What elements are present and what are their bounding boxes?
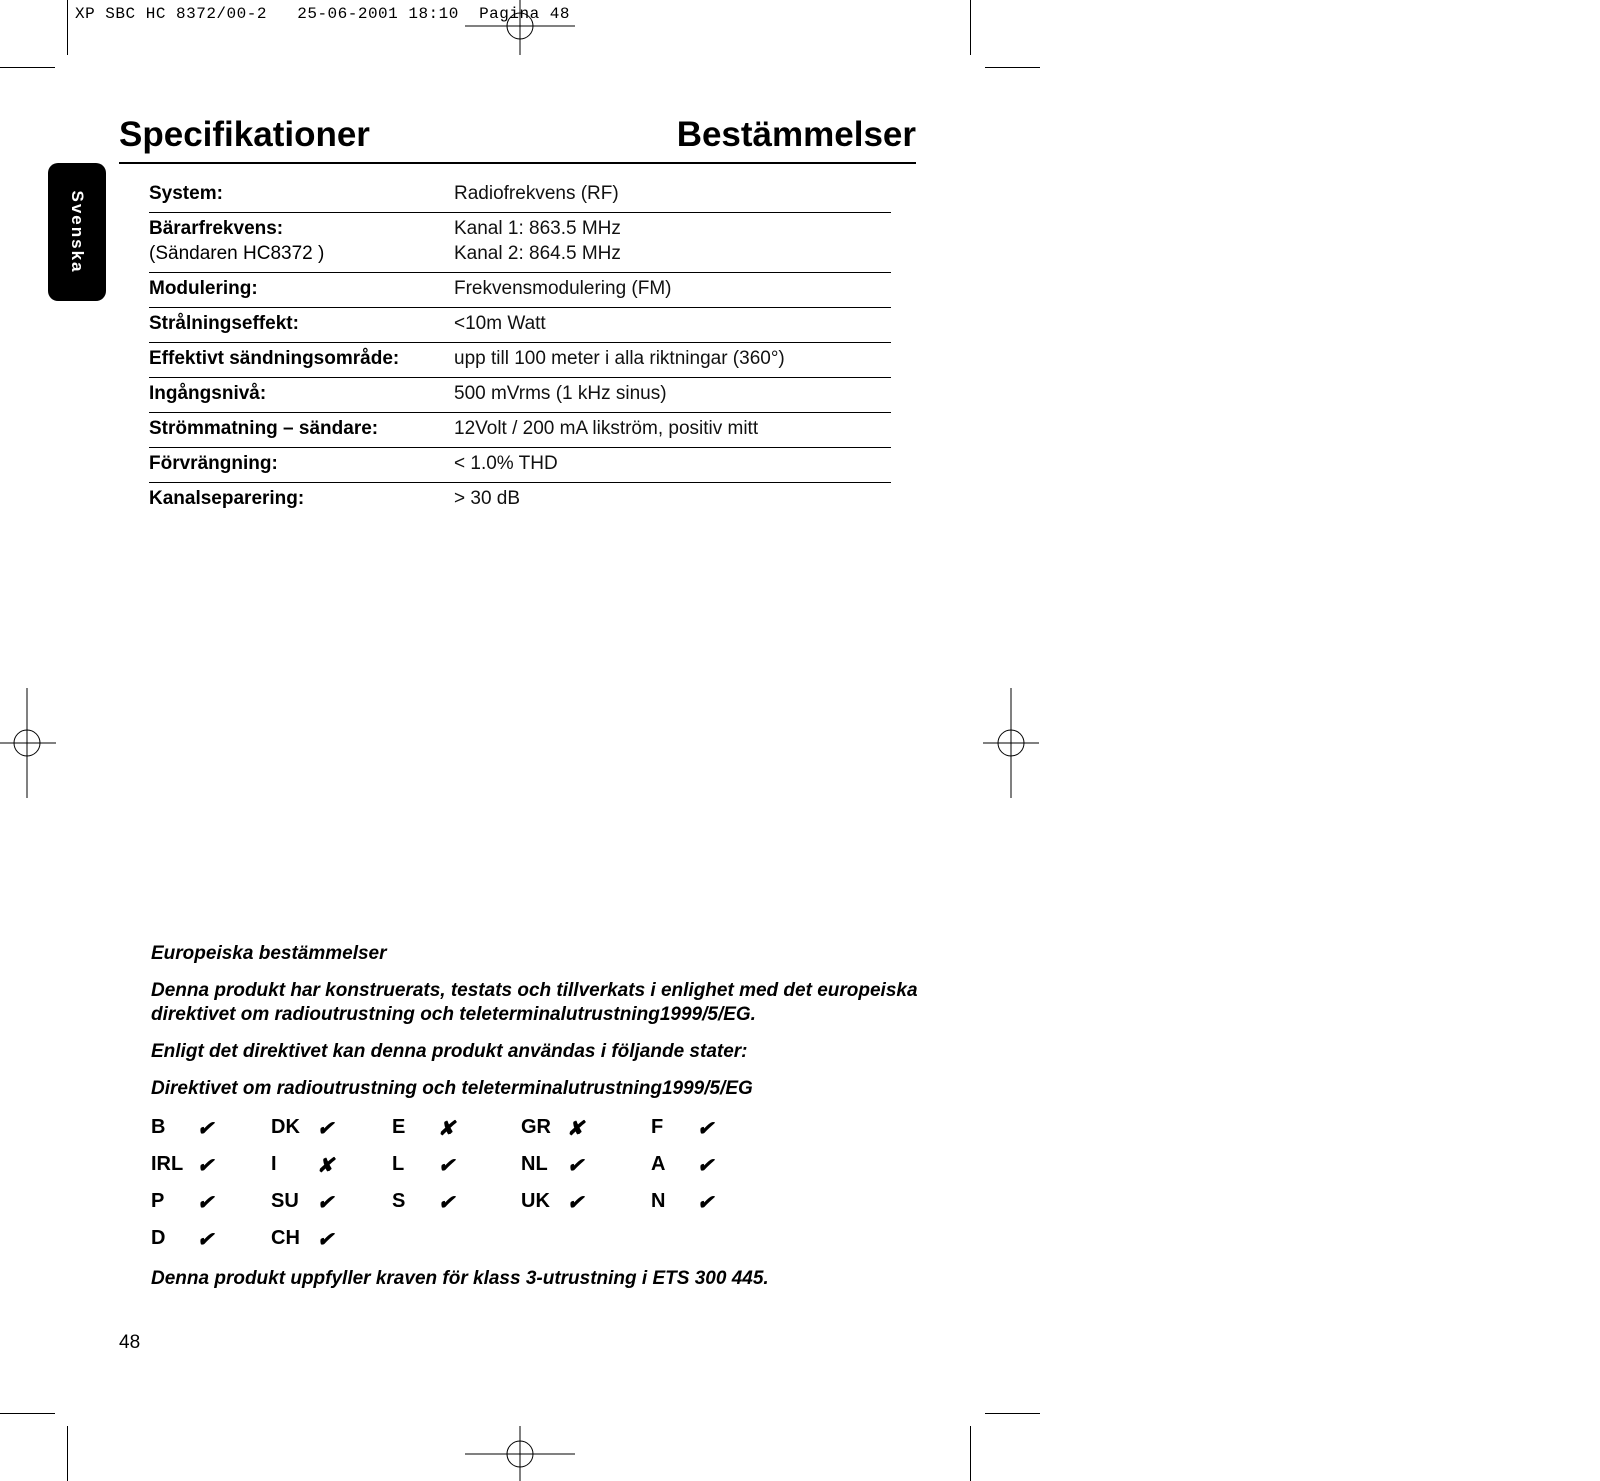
spec-row xyxy=(149,343,891,378)
check-icon: ✔ xyxy=(567,1192,584,1214)
spec-sublabel: (Sändaren HC8372 ) xyxy=(149,243,325,264)
country-code: B xyxy=(151,1116,166,1138)
country-cell xyxy=(392,1116,521,1153)
country-cell xyxy=(651,1153,773,1190)
check-icon: ✔ xyxy=(317,1229,334,1251)
spec-table xyxy=(149,178,891,517)
language-tab-label: Svenska xyxy=(68,190,87,274)
spec-value: 12Volt / 200 mA likström, positiv mitt xyxy=(454,418,759,439)
check-icon: ✔ xyxy=(317,1192,334,1214)
spec-row xyxy=(149,273,891,308)
registration-mark-right xyxy=(983,688,1039,798)
spec-value: < 1.0% THD xyxy=(454,453,558,474)
country-cell xyxy=(151,1116,271,1153)
spec-row xyxy=(149,178,891,213)
spec-label: Effektivt sändningsområde: xyxy=(149,348,400,369)
spec-row xyxy=(149,448,891,483)
spec-label: Modulering: xyxy=(149,278,258,299)
country-code: N xyxy=(651,1190,666,1212)
country-code: CH xyxy=(271,1227,300,1249)
country-cell xyxy=(521,1190,651,1227)
spec-value: Radiofrekvens (RF) xyxy=(454,183,619,204)
page-number: 48 xyxy=(119,1332,141,1353)
spec-label: Kanalseparering: xyxy=(149,488,305,509)
check-icon: ✔ xyxy=(697,1192,714,1214)
country-cell xyxy=(521,1116,651,1153)
country-cell xyxy=(392,1190,521,1227)
country-cell xyxy=(151,1190,271,1227)
spec-value: upp till 100 meter i alla riktningar (360°) xyxy=(454,348,785,369)
spec-value: > 30 dB xyxy=(454,488,521,509)
country-row xyxy=(151,1116,773,1153)
spec-row xyxy=(149,483,891,517)
country-code: SU xyxy=(271,1190,299,1212)
country-code: P xyxy=(151,1190,165,1212)
spec-value: Frekvensmodulering (FM) xyxy=(454,278,672,299)
regulations-section xyxy=(151,942,931,1114)
registration-mark-bottom xyxy=(465,1426,575,1481)
country-cell xyxy=(651,1116,773,1153)
country-cell xyxy=(651,1190,773,1227)
check-icon: ✔ xyxy=(697,1118,714,1140)
cross-icon: ✘ xyxy=(567,1118,584,1140)
country-cell xyxy=(521,1153,651,1190)
country-cell xyxy=(271,1116,392,1153)
country-cell xyxy=(271,1190,392,1227)
registration-mark-top xyxy=(465,0,575,55)
registration-mark-left xyxy=(0,688,56,798)
spec-row xyxy=(149,378,891,413)
country-code: A xyxy=(651,1153,666,1175)
regulations-paragraph: Direktivet om radioutrustning och teleterminalutrustning1999/5/EG xyxy=(151,1078,753,1099)
country-code: S xyxy=(392,1190,406,1212)
check-icon: ✔ xyxy=(438,1155,455,1177)
regulations-heading: Europeiska bestämmelser xyxy=(151,943,387,964)
country-grid xyxy=(151,1116,773,1264)
check-icon: ✔ xyxy=(197,1229,214,1251)
country-code: F xyxy=(651,1116,664,1138)
country-code: UK xyxy=(521,1190,550,1212)
spec-label: System: xyxy=(149,183,223,204)
spec-value: Kanal 1: 863.5 MHz Kanal 2: 864.5 MHz xyxy=(454,218,621,264)
spec-row xyxy=(149,308,891,343)
spec-row xyxy=(149,213,891,273)
title-rule xyxy=(119,162,916,164)
country-code: NL xyxy=(521,1153,548,1175)
cross-icon: ✘ xyxy=(317,1155,334,1177)
page-title-left: Specifikationer xyxy=(119,115,370,154)
page-title-right: Bestämmelser xyxy=(676,115,916,154)
country-code: E xyxy=(392,1116,406,1138)
compliance-statement: Denna produkt uppfyller kraven för klass 3-utrustning i ETS 300 445. xyxy=(151,1268,769,1289)
spec-label: Strömmatning – sändare: xyxy=(149,418,379,439)
country-cell xyxy=(392,1153,521,1190)
print-slug: XP SBC HC 8372/00-2 25-06-2001 18:10 Pagina 48 xyxy=(75,5,570,23)
regulations-paragraph: Denna produkt har konstruerats, testats och tillverkats i enlighet med det europeiska direktivet om radioutrustning och teleterminalutrustning1999/5/EG. xyxy=(151,980,918,1025)
spec-label: Ingångsnivå: xyxy=(149,383,267,404)
check-icon: ✔ xyxy=(567,1155,584,1177)
country-row xyxy=(151,1227,773,1264)
country-code: DK xyxy=(271,1116,300,1138)
country-code: L xyxy=(392,1153,405,1175)
check-icon: ✔ xyxy=(697,1155,714,1177)
language-tab xyxy=(48,163,106,301)
check-icon: ✔ xyxy=(438,1192,455,1214)
spec-value: <10m Watt xyxy=(454,313,546,334)
spec-label: Strålningseffekt: xyxy=(149,313,299,334)
country-cell xyxy=(271,1227,392,1264)
country-code: I xyxy=(271,1153,277,1175)
check-icon: ✔ xyxy=(197,1118,214,1140)
spec-label: Bärarfrekvens: (Sändaren HC8372 ) xyxy=(149,216,454,266)
country-row xyxy=(151,1190,773,1227)
spec-row xyxy=(149,413,891,448)
country-cell xyxy=(151,1227,271,1264)
check-icon: ✔ xyxy=(317,1118,334,1140)
country-code: IRL xyxy=(151,1153,184,1175)
check-icon: ✔ xyxy=(197,1192,214,1214)
country-cell xyxy=(151,1153,271,1190)
country-code: D xyxy=(151,1227,166,1249)
cross-icon: ✘ xyxy=(438,1118,455,1140)
country-cell xyxy=(271,1153,392,1190)
country-code: GR xyxy=(521,1116,551,1138)
spec-value: 500 mVrms (1 kHz sinus) xyxy=(454,383,667,404)
check-icon: ✔ xyxy=(197,1155,214,1177)
country-row xyxy=(151,1153,773,1190)
spec-label: Förvrängning: xyxy=(149,453,278,474)
regulations-paragraph: Enligt det direktivet kan denna produkt användas i följande stater: xyxy=(151,1041,748,1062)
